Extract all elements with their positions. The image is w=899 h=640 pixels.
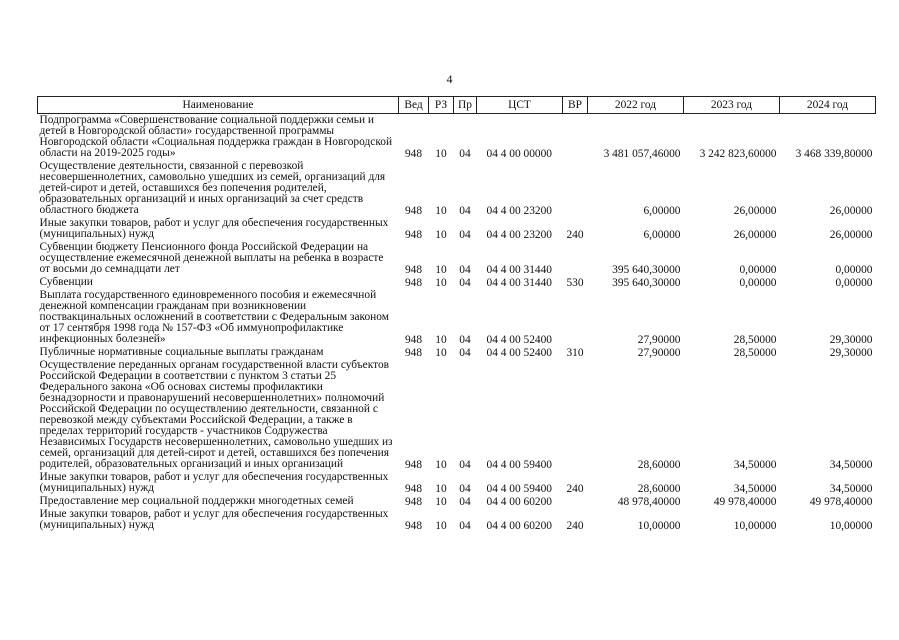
col-header-2024: 2024 год (780, 97, 876, 114)
cell-cst: 04 4 00 52400 (486, 334, 552, 346)
cell-name: Субвенции бюджету Пенсионного фонда Российской Федерации на осуществление ежемесячной денежной выплаты на ребенка в возрасте от восьми до семнадцати лет (39, 241, 384, 275)
cell-pr: 04 (459, 347, 471, 359)
cell-2022: 27,90000 (637, 347, 681, 359)
cell-2023: 26,00000 (733, 229, 777, 241)
cell-ved: 948 (404, 205, 423, 217)
cell-2023: 49 978,40000 (713, 496, 777, 508)
col-header-pr: Пр (454, 97, 477, 114)
col-header-cst: ЦСТ (477, 97, 563, 114)
cell-cst: 04 4 00 59400 (486, 459, 552, 471)
cell-pr: 04 (459, 496, 471, 508)
cell-ved: 948 (404, 148, 423, 160)
cell-vr: 310 (566, 347, 584, 359)
cell-pr: 04 (459, 459, 471, 471)
cell-2022: 395 640,30000 (612, 264, 681, 276)
cell-vr (563, 241, 588, 276)
cell-ved: 948 (404, 334, 423, 346)
cell-vr: 240 (566, 229, 584, 241)
cell-name: Подпрограмма «Совершенствование социальной поддержки семьи и детей в Новгородской области» государственной программы Новгородской области «Социальная поддержка граждан в Новгородской области на 2019-2025 годы» (39, 114, 393, 159)
cell-name: Иные закупки товаров, работ и услуг для обеспечения государственных (муниципальных) нужд (39, 217, 389, 240)
cell-2022: 3 481 057,46000 (603, 148, 681, 160)
cell-ved: 948 (404, 347, 423, 359)
col-header-rz: РЗ (429, 97, 454, 114)
cell-ved: 948 (404, 520, 423, 532)
cell-rz: 10 (435, 277, 447, 289)
cell-2023: 34,50000 (733, 483, 777, 495)
cell-name: Публичные нормативные социальные выплаты гражданам (39, 346, 324, 358)
cell-2023: 3 242 823,60000 (699, 148, 777, 160)
cell-2024: 34,50000 (829, 459, 873, 471)
table-row (38, 241, 876, 276)
cell-name: Иные закупки товаров, работ и услуг для обеспечения государственных (муниципальных) нужд (39, 508, 389, 531)
cell-2023: 28,50000 (733, 334, 777, 346)
cell-2023: 26,00000 (733, 205, 777, 217)
cell-2022: 6,00000 (643, 229, 681, 241)
table-row (38, 217, 876, 241)
cell-pr: 04 (459, 148, 471, 160)
table-row (38, 289, 876, 346)
col-header-ved: Вед (399, 97, 429, 114)
col-header-vr: ВР (563, 97, 588, 114)
cell-name: Выплата государственного единовременного пособия и ежемесячной денежной компенсации гражданам при возникновении поствакцинальных осложнений в соответствии с Федеральным законом от 17 сентября 1998 года № 157-ФЗ «Об иммунопрофилактике инфекционных болезней» (39, 289, 389, 345)
cell-2024: 49 978,40000 (809, 496, 873, 508)
cell-pr: 04 (459, 205, 471, 217)
cell-name: Иные закупки товаров, работ и услуг для обеспечения государственных (муниципальных) нужд (39, 471, 389, 494)
cell-cst: 04 4 00 31440 (486, 277, 552, 289)
cell-ved: 948 (404, 483, 423, 495)
cell-name: Субвенции (39, 276, 93, 288)
cell-cst: 04 4 00 60200 (486, 496, 552, 508)
cell-2024: 10,00000 (829, 520, 873, 532)
cell-vr: 240 (566, 483, 584, 495)
cell-rz: 10 (435, 148, 447, 160)
cell-2024: 26,00000 (829, 229, 873, 241)
cell-rz: 10 (435, 496, 447, 508)
cell-vr (563, 495, 588, 508)
cell-vr (563, 160, 588, 217)
cell-vr (563, 289, 588, 346)
cell-name: Осуществление деятельности, связанной с перевозкой несовершеннолетних, самовольно ушедших из семей, организаций для детей-сирот и детей, оставшихся без попечения родителей, образовательных организаций и иных организаций за счет средств областного бюджета (39, 160, 386, 216)
cell-rz: 10 (435, 483, 447, 495)
cell-ved: 948 (404, 229, 423, 241)
cell-rz: 10 (435, 264, 447, 276)
cell-cst: 04 4 00 23200 (486, 205, 552, 217)
budget-table (37, 96, 876, 532)
cell-pr: 04 (459, 483, 471, 495)
cell-ved: 948 (404, 277, 423, 289)
cell-ved: 948 (404, 264, 423, 276)
cell-2024: 26,00000 (829, 205, 873, 217)
cell-2022: 28,60000 (637, 483, 681, 495)
cell-2023: 34,50000 (733, 459, 777, 471)
table-row (38, 160, 876, 217)
cell-2024: 34,50000 (829, 483, 873, 495)
cell-2022: 27,90000 (637, 334, 681, 346)
col-header-2023: 2023 год (684, 97, 780, 114)
table-row (38, 495, 876, 508)
table-row (38, 346, 876, 359)
cell-cst: 04 4 00 31440 (486, 264, 552, 276)
cell-vr (563, 114, 588, 161)
table-row (38, 359, 876, 471)
cell-ved: 948 (404, 496, 423, 508)
cell-rz: 10 (435, 520, 447, 532)
cell-cst: 04 4 00 23200 (486, 229, 552, 241)
cell-vr: 530 (566, 277, 584, 289)
cell-pr: 04 (459, 277, 471, 289)
table-row (38, 276, 876, 289)
cell-2022: 28,60000 (637, 459, 681, 471)
cell-pr: 04 (459, 264, 471, 276)
cell-cst: 04 4 00 59400 (486, 483, 552, 495)
cell-pr: 04 (459, 229, 471, 241)
cell-cst: 04 4 00 60200 (486, 520, 552, 532)
table-body (38, 114, 876, 533)
table-header-row (38, 97, 876, 114)
cell-cst: 04 4 00 00000 (486, 148, 552, 160)
cell-2024: 29,30000 (829, 334, 873, 346)
table-row (38, 471, 876, 495)
table-row (38, 508, 876, 532)
cell-2022: 395 640,30000 (612, 277, 681, 289)
cell-name: Осуществление переданных органам государственной власти субъектов Российской Федерации в соответствии с пунктом 3 статьи 25 Федерального закона «Об основах системы профилактики безнадзорности и правонарушений несовершеннолетних» полномочий Российской Федерации по осуществлению деятельности, связанной с перевозкой между субъектами Российской Федерации, а также в пределах территорий государств - участников Содружества Независимых Государств несовершеннолетних, самовольно ушедших из семей, организаций для детей-сирот и детей, оставшихся без попечения родителей, образовательных организаций и иных организаций (39, 359, 393, 470)
page-number: 4 (446, 72, 453, 86)
cell-rz: 10 (435, 347, 447, 359)
cell-rz: 10 (435, 334, 447, 346)
cell-rz: 10 (435, 229, 447, 241)
cell-rz: 10 (435, 459, 447, 471)
cell-2024: 0,00000 (835, 277, 873, 289)
table-row (38, 114, 876, 161)
col-header-name: Наименование (38, 97, 399, 114)
cell-pr: 04 (459, 334, 471, 346)
cell-cst: 04 4 00 52400 (486, 347, 552, 359)
cell-vr (563, 359, 588, 471)
cell-2022: 48 978,40000 (617, 496, 681, 508)
cell-2023: 0,00000 (739, 264, 777, 276)
cell-rz: 10 (435, 205, 447, 217)
cell-ved: 948 (404, 459, 423, 471)
cell-2023: 0,00000 (739, 277, 777, 289)
cell-2023: 28,50000 (733, 347, 777, 359)
cell-2023: 10,00000 (733, 520, 777, 532)
cell-pr: 04 (459, 520, 471, 532)
cell-2024: 29,30000 (829, 347, 873, 359)
cell-vr: 240 (566, 520, 584, 532)
col-header-2022: 2022 год (588, 97, 684, 114)
cell-2022: 6,00000 (643, 205, 681, 217)
cell-2024: 3 468 339,80000 (795, 148, 873, 160)
cell-2022: 10,00000 (637, 520, 681, 532)
cell-2024: 0,00000 (835, 264, 873, 276)
cell-name: Предоставление мер социальной поддержки многодетных семей (39, 495, 354, 507)
